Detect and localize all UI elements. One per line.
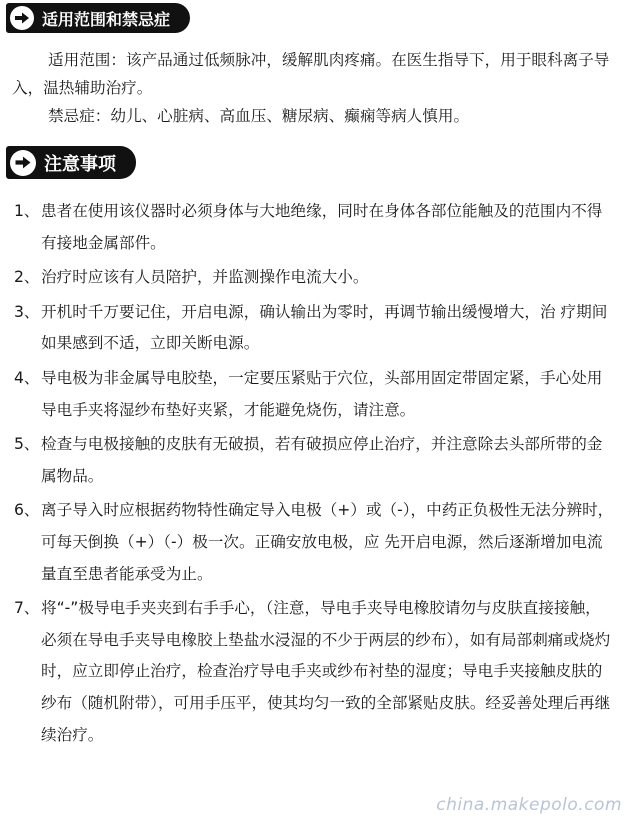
note-text: 将“-”极导电手夹夹到右手手心，（注意，导电手夹导电橡胶请勿与皮肤直接接触，必须在导电手夹导电橡胶上垫盐水浸湿的不少于两层的纱布），如有局部刺痛或烧灼时，应立即停止治疗，检查治疗导电手夹或纱布衬垫的湿度；导电手夹接触皮肤的纱布（随机附带），可用手压平，使其均匀一致的全部紧贴皮肤。经妥善处理后再继续治疗。 (41, 599, 611, 744)
section-title-notes: 注意事项 (44, 153, 116, 175)
section-header-notes (6, 146, 136, 179)
note-number: 1、 (14, 202, 40, 220)
note-number: 4、 (14, 368, 40, 387)
contraindication-text: 禁忌症：幼儿、心脏病、高血压、糖尿病、癫痫等病人慎用。 (48, 107, 470, 125)
arrow-right-icon (10, 150, 36, 176)
note-item (14, 593, 614, 751)
arrow-right-icon (10, 6, 34, 30)
note-item (14, 363, 614, 426)
note-text: 治疗时应该有人员陪护，并监测操作电流大小。 (41, 268, 369, 287)
note-number: 3、 (14, 302, 40, 321)
scope-paragraph (12, 46, 616, 102)
section-header-scope (6, 3, 190, 33)
scope-text: 适用范围：该产品通过低频脉冲，缓解肌肉疼痛。在医生指导下，用于眼科离子导入，温热辅助治疗。 (12, 51, 610, 97)
note-number: 5、 (14, 435, 40, 454)
watermark: china.makepolo.com (436, 795, 622, 815)
note-text: 患者在使用该仪器时必须身体与大地绝缘，同时在身体各部位能触及的范围内不得有接地金属部件。 (41, 202, 603, 252)
note-text: 开机时千万要记住，开启电源，确认输出为零时，再调节输出缓慢增大，治 疗期间如果感到不适，立即关断电源。 (41, 302, 608, 353)
note-number: 6、 (14, 501, 40, 520)
note-item (14, 297, 614, 360)
section-title-scope: 适用范围和禁忌症 (42, 9, 171, 29)
note-number: 7、 (14, 599, 40, 618)
note-text: 离子导入时应根据药物特性确定导入电极（+）或（-），中药正负极性无法分辨时，可每天倒换（+）（-）极一次。正确安放电极，应 先开启电源，然后逐渐增加电流量直至患者能承受为止。 (41, 501, 614, 583)
note-item (14, 262, 614, 294)
notes-list (14, 196, 614, 754)
note-item (14, 429, 614, 492)
contraindication-paragraph (12, 102, 616, 130)
note-item (14, 495, 614, 590)
note-text: 检查与电极接触的皮肤有无破损，若有破损应停止治疗，并注意除去头部所带的金属物品。 (41, 435, 603, 485)
note-number: 2、 (14, 268, 40, 287)
note-item (14, 196, 614, 259)
note-text: 导电极为非金属导电胶垫，一定要压紧贴于穴位，头部用固定带固定紧，手心处用导电手夹将湿纱布垫好夹紧，才能避免烧伤，请注意。 (41, 368, 603, 419)
